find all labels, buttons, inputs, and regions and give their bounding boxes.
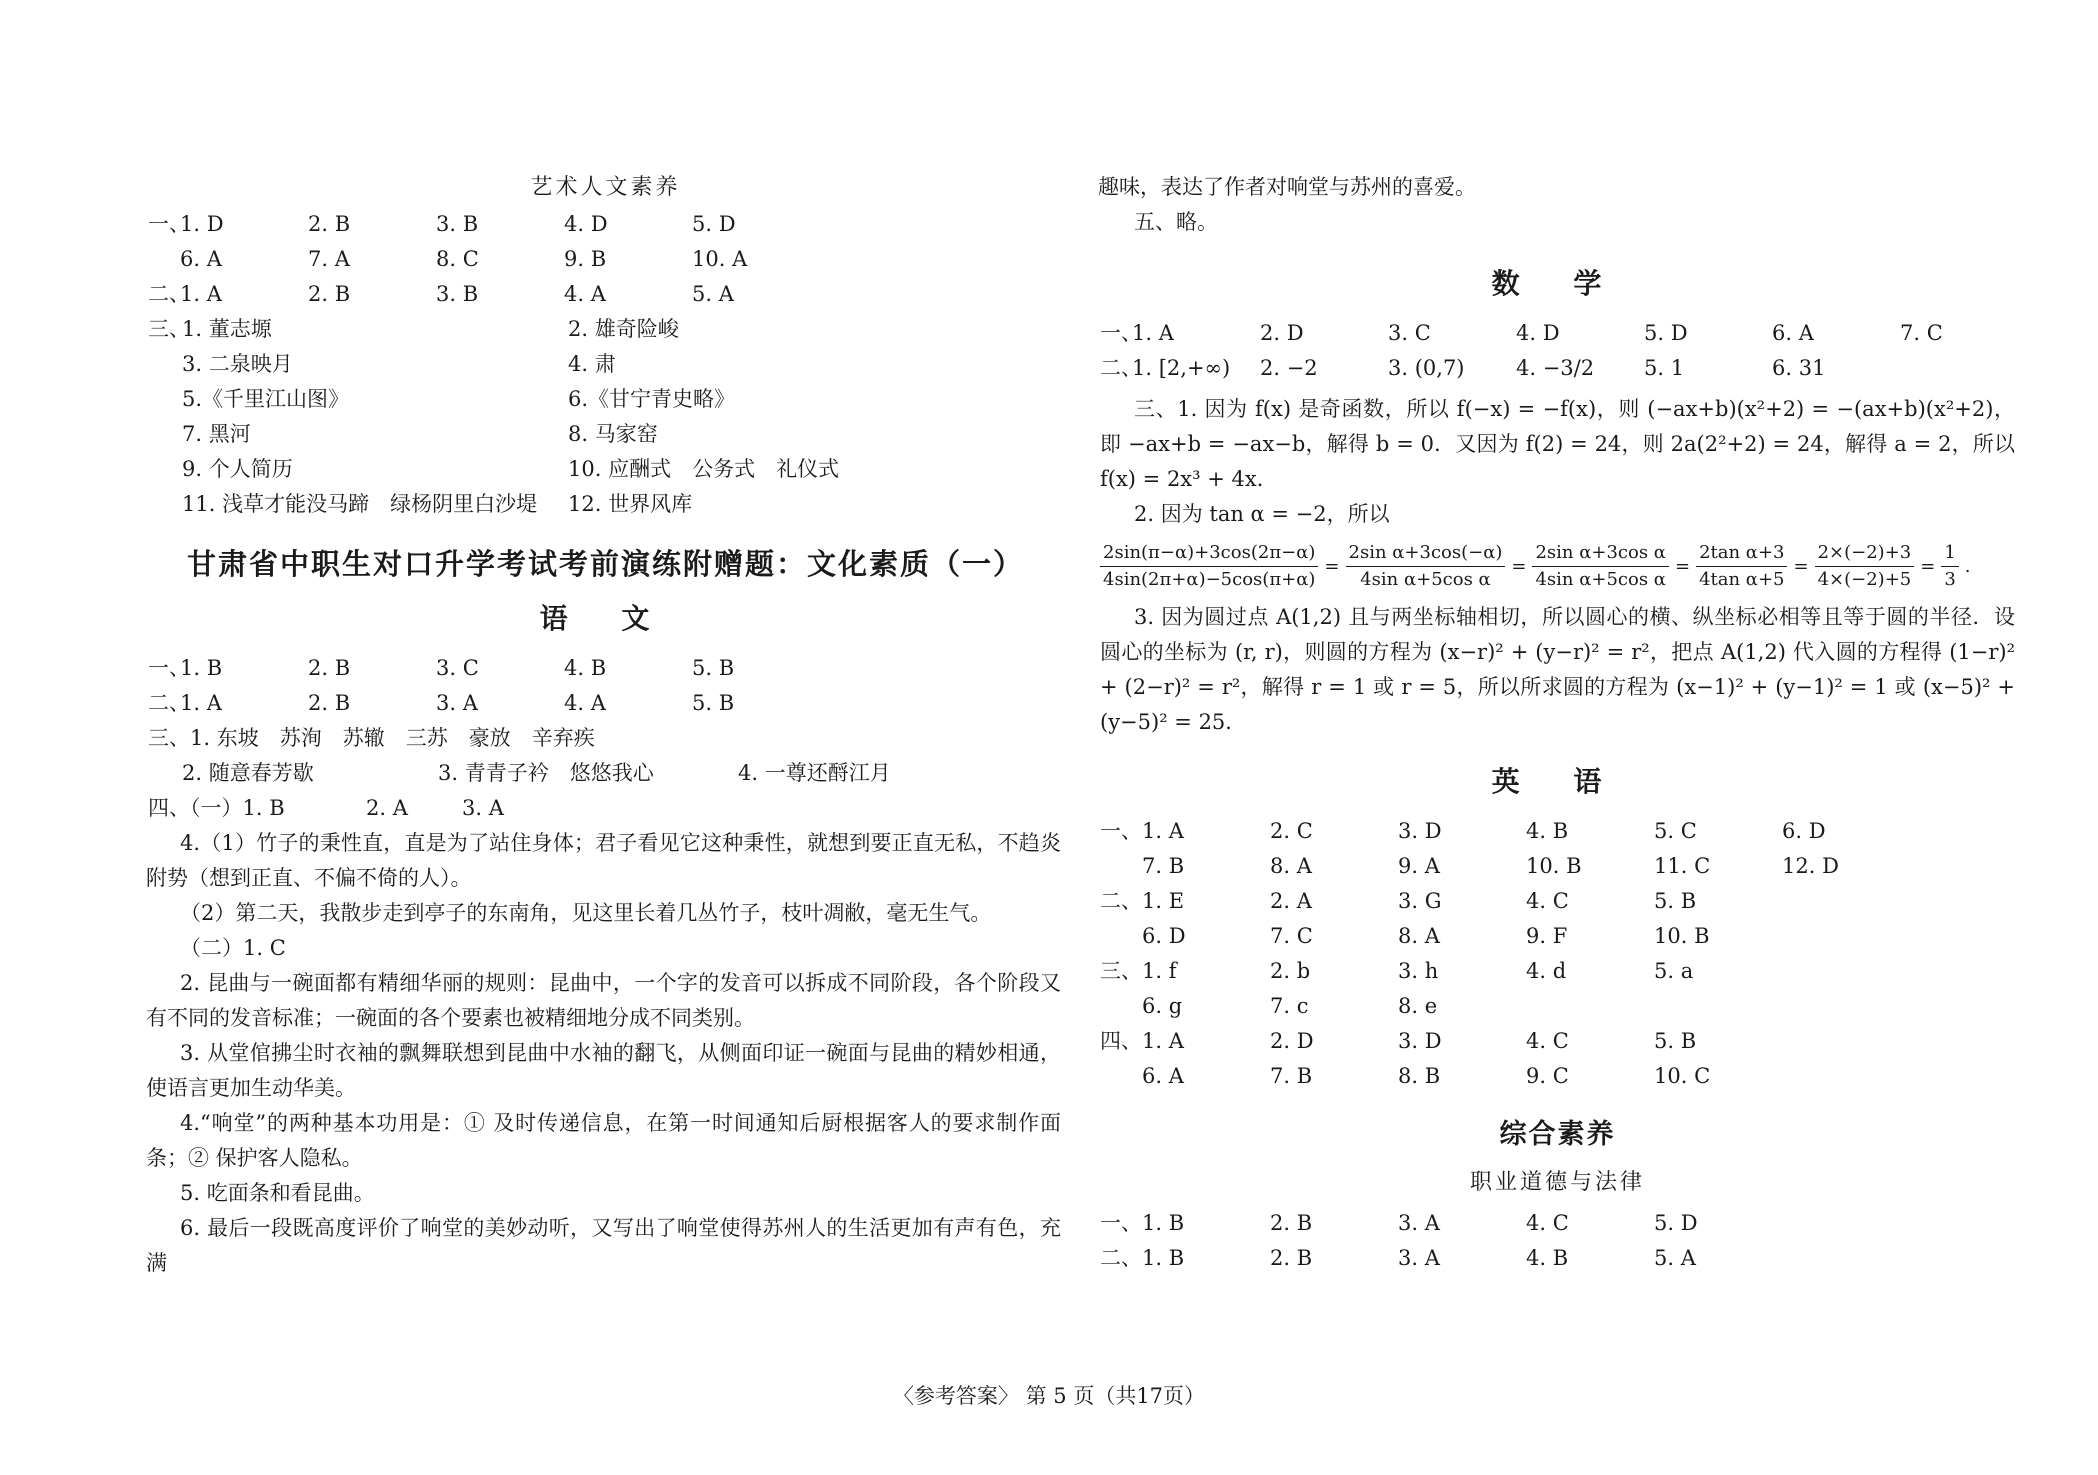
answer-paragraph: 6. 最后一段既高度评价了响堂的美妙动听，又写出了响堂使得苏州人的生活更加有声有色，充满 [146, 1216, 1061, 1275]
answer-item: 2. b [1270, 959, 1311, 983]
fraction-numerator: 1 [1941, 540, 1958, 567]
row-prefix: 一、 [148, 656, 190, 680]
answer-item: 6. D [1782, 819, 1826, 843]
answer-item: 1. D [180, 212, 224, 236]
answer-item: 1. A [180, 282, 222, 306]
answer-row [1100, 884, 2015, 919]
answer-item: 4. C [1526, 1211, 1569, 1235]
answer-item: 3. B [436, 282, 479, 306]
fill-answer-item: 9. 个人简历 [182, 457, 293, 481]
fraction-denominator: 4sin α+5cos α [1360, 568, 1491, 590]
answer-item: 1. E [1142, 889, 1185, 913]
fraction [1346, 540, 1506, 593]
chinese-paragraphs [146, 826, 1061, 1281]
math-section-title: 数 学 [1491, 267, 1624, 300]
fill-answer-item: 5.《千里江山图》 [182, 387, 350, 411]
answer-item: 1. A [1142, 819, 1184, 843]
equals-sign: = [1793, 555, 1809, 577]
answer-paragraph: 2. 昆曲与一碗面都有精细华丽的规则：昆曲中，一个字的发音可以拆成不同阶段，各个阶段又有不同的发音标准；一碗面的各个要素也被精细地分成不同类别。 [146, 971, 1061, 1030]
fraction-denominator: 4sin α+5cos α [1535, 568, 1666, 590]
answer-item: 2. C [1270, 819, 1313, 843]
answer-item: 8. A [1398, 924, 1440, 948]
answer-item: 1. A [1142, 1029, 1184, 1053]
fraction-numerator: 2sin α+3cos(−α) [1346, 540, 1506, 567]
answer-item: 5. A [1654, 1246, 1696, 1270]
fill-answer-item: 1. 董志塬 [182, 317, 272, 341]
chinese-section-title: 语 文 [539, 602, 672, 635]
answer-item: 5. D [1644, 321, 1688, 345]
answer-row [148, 242, 1063, 277]
answer-item: 5. B [692, 691, 735, 715]
fill-answer-item: 7. 黑河 [182, 422, 251, 446]
answer-row [148, 207, 1063, 242]
answer-item: 5. B [1654, 889, 1697, 913]
row-prefix: 二、 [148, 282, 190, 306]
row-prefix: 二、 [148, 691, 190, 715]
left-column [148, 170, 1063, 1281]
answer-item: 3. C [436, 656, 479, 680]
answer-row [1100, 919, 2015, 954]
chinese-san-line-1: 三、1. 东坡 苏洵 苏辙 三苏 豪放 辛弃疾 [148, 726, 595, 750]
chinese-si-line: 四、（一）1. B 2. A 3. A [148, 796, 504, 820]
right-column [1100, 170, 2015, 1276]
row-prefix: 四、 [1100, 1029, 1142, 1053]
answer-item: 2. B [308, 691, 351, 715]
chinese-san-line-2: 2. 随意春芳歇 3. 青青子衿 悠悠我心 4. 一尊还酹江月 [182, 761, 891, 785]
fill-answer-row [148, 487, 1063, 522]
answer-item: 2. D [1270, 1029, 1314, 1053]
answer-item: 4. −3/2 [1516, 356, 1595, 380]
answer-item: 5. D [1654, 1211, 1698, 1235]
answer-item: 5. A [692, 282, 734, 306]
math-fraction-chain [1100, 532, 2015, 600]
english-answers [1100, 814, 2015, 1094]
answer-item: 1. f [1142, 959, 1177, 983]
period: . [1964, 555, 1971, 577]
equals-sign: = [1674, 555, 1691, 577]
answer-item: 10. A [692, 247, 748, 271]
answer-item: 9. B [564, 247, 607, 271]
chinese-choice-answers [148, 651, 1063, 721]
answer-item: 7. A [308, 247, 350, 271]
row-prefix: 三、 [1100, 959, 1142, 983]
answer-item: 1. B [1142, 1211, 1185, 1235]
row-prefix: 二、 [1100, 889, 1142, 913]
arts-fill-answers [148, 312, 1063, 522]
main-title: 甘肃省中职生对口升学考试考前演练附赠题：文化素质（一） [186, 547, 1024, 581]
answer-item: 3. B [436, 212, 479, 236]
page-footer: 〈参考答案〉 第 5 页（共17页） [892, 1384, 1206, 1408]
answer-item: 2. B [1270, 1211, 1313, 1235]
math-problem-3: 3. 因为圆过点 A(1,2) 且与两坐标轴相切，所以圆心的横、纵坐标必相等且等于圆的半径．设圆心的坐标为 (r, r)，则圆的方程为 (x−r)² + (y−r)² = r²，把点 A(1,2) 代入圆的方程得 (1−r)² + (2−r)² = r²，解得 r = 1 或 r = 5，所以所求圆的方程为 (x−1)² + (y−1)² = 1 或 (x−5)² + (y−5)² = 25． [1100, 605, 2015, 734]
answer-row [148, 651, 1063, 686]
answer-item: 4. D [564, 212, 608, 236]
answer-item: 2. −2 [1260, 356, 1318, 380]
answer-item: 3. (0,7) [1388, 356, 1465, 380]
answer-item: 1. [2,+∞) [1132, 356, 1231, 380]
answer-row [1100, 954, 2015, 989]
row-prefix: 一、 [148, 212, 190, 236]
answer-item: 3. D [1398, 819, 1442, 843]
answer-item: 1. B [180, 656, 223, 680]
answer-item: 5. B [1654, 1029, 1697, 1053]
fill-answer-item: 6.《甘宁青史略》 [568, 387, 736, 411]
row-prefix: 二、 [1100, 1246, 1142, 1270]
fraction-numerator: 2tan α+3 [1696, 540, 1787, 567]
fill-answer-row [148, 312, 1063, 347]
answer-item: 7. C [1900, 321, 1943, 345]
fill-answer-row [148, 382, 1063, 417]
answer-item: 8. C [436, 247, 479, 271]
answer-row [1100, 1024, 2015, 1059]
comprehensive-section-title: 综合素养 [1499, 1119, 1616, 1150]
answer-item: 5. C [1654, 819, 1697, 843]
answer-item: 12. D [1782, 854, 1839, 878]
answer-item: 4. B [1526, 1246, 1569, 1270]
answer-item: 6. A [180, 247, 222, 271]
answer-row [1100, 1241, 2015, 1276]
fill-answer-item: 3. 二泉映月 [182, 352, 293, 376]
arts-choice-answers [148, 207, 1063, 312]
answer-item: 6. g [1142, 994, 1183, 1018]
answer-row [1100, 316, 2015, 351]
answer-item: 11. C [1654, 854, 1711, 878]
answer-row [1100, 849, 2015, 884]
answer-row [148, 277, 1063, 312]
carry-over-line: 趣味，表达了作者对响堂与苏州的喜爱。 [1098, 175, 1476, 199]
answer-item: 10. C [1654, 1064, 1711, 1088]
answer-item: 9. A [1398, 854, 1440, 878]
answer-item: 4. C [1526, 1029, 1569, 1053]
answer-item: 4. B [1526, 819, 1569, 843]
answer-item: 8. A [1270, 854, 1312, 878]
answer-item: 9. F [1526, 924, 1568, 948]
answer-item: 2. B [308, 282, 351, 306]
answer-item: 4. D [1516, 321, 1560, 345]
answer-item: 6. A [1142, 1064, 1184, 1088]
answer-item: 8. B [1398, 1064, 1441, 1088]
answer-paragraph: （二）1. C [180, 936, 286, 960]
answer-item: 1. A [180, 691, 222, 715]
answer-row [148, 686, 1063, 721]
ethics-law-answers [1100, 1206, 2015, 1276]
fill-answer-row [148, 347, 1063, 382]
answer-item: 3. C [1388, 321, 1431, 345]
answer-item: 3. h [1398, 959, 1439, 983]
fraction [1815, 540, 1915, 593]
answer-item: 4. C [1526, 889, 1569, 913]
math-fill-answers [1100, 351, 2015, 386]
answer-item: 2. B [308, 212, 351, 236]
fraction [1532, 540, 1668, 593]
wu-line: 五、略。 [1134, 210, 1218, 234]
answer-item: 5. D [692, 212, 736, 236]
fraction-denominator: 4tan α+5 [1699, 568, 1785, 590]
fraction-numerator: 2sin(π−α)+3cos(2π−α) [1100, 540, 1318, 567]
answer-item: 3. A [1398, 1246, 1440, 1270]
answer-item: 2. A [1270, 889, 1312, 913]
answer-item: 7. c [1270, 994, 1309, 1018]
answer-item: 7. C [1270, 924, 1313, 948]
answer-item: 4. A [564, 691, 606, 715]
answer-item: 3. G [1398, 889, 1442, 913]
fraction-denominator: 4sin(2π+α)−5cos(π+α) [1103, 568, 1316, 590]
answer-row [1100, 1059, 2015, 1094]
answer-item: 3. D [1398, 1029, 1442, 1053]
fill-answer-item: 11. 浅草才能没马蹄 绿杨阴里白沙堤 [182, 492, 538, 516]
fill-answer-item: 10. 应酬式 公务式 礼仪式 [568, 457, 840, 481]
fill-answer-item: 2. 雄奇险峻 [568, 317, 679, 341]
answer-row [1100, 814, 2015, 849]
arts-section-title: 艺术人文素养 [530, 175, 681, 200]
answer-row [1100, 1206, 2015, 1241]
answer-item: 3. A [1398, 1211, 1440, 1235]
answer-item: 4. A [564, 282, 606, 306]
answer-item: 5. a [1654, 959, 1694, 983]
english-section-title: 英 语 [1491, 765, 1624, 798]
answer-item: 10. B [1654, 924, 1710, 948]
answer-item: 4. d [1526, 959, 1567, 983]
fraction-numerator: 2×(−2)+3 [1815, 540, 1915, 567]
answer-paragraph: 5. 吃面条和看昆曲。 [180, 1181, 375, 1205]
answer-paragraph: 3. 从堂倌拂尘时衣袖的飘舞联想到昆曲中水袖的翻飞，从侧面印证一碗面与昆曲的精妙相通，使语言更加生动华美。 [146, 1041, 1061, 1100]
fraction [1696, 540, 1787, 593]
row-prefix: 一、 [1100, 819, 1142, 843]
answer-item: 2. B [1270, 1246, 1313, 1270]
row-prefix: 三、 [148, 317, 190, 341]
math-choice-answers [1100, 316, 2015, 351]
answer-item: 5. 1 [1644, 356, 1685, 380]
fill-answer-item: 4. 肃 [568, 352, 616, 376]
answer-paragraph: 4.（1）竹子的秉性直，直是为了站住身体；君子看见它这种秉性，就想到要正直无私，不趋炎附势（想到正直、不偏不倚的人）。 [146, 831, 1061, 890]
row-prefix: 二、 [1100, 356, 1142, 380]
fraction-denominator: 4×(−2)+5 [1817, 568, 1912, 590]
equals-sign: = [1920, 555, 1936, 577]
answer-row [1100, 351, 2015, 386]
answer-paragraph: （2）第二天，我散步走到亭子的东南角，见这里长着几丛竹子，枝叶凋敝，毫无生气。 [180, 901, 992, 925]
answer-row [1100, 989, 2015, 1024]
math-problem-1: 三、1. 因为 f(x) 是奇函数，所以 f(−x) = −f(x)，则 (−ax+b)(x²+2) = −(ax+b)(x²+2)，即 −ax+b = −ax−b，解得 b = 0．又因为 f(2) = 24，则 2a(2²+2) = 24，解得 a = 2，所以 f(x) = 2x³ + 4x． [1100, 397, 2015, 491]
fill-answer-item: 8. 马家窑 [568, 422, 658, 446]
fraction-denominator: 3 [1944, 568, 1956, 590]
answer-item: 5. B [692, 656, 735, 680]
answer-item: 10. B [1526, 854, 1582, 878]
answer-item: 6. D [1142, 924, 1186, 948]
fill-answer-row [148, 452, 1063, 487]
answer-item: 1. B [1142, 1246, 1185, 1270]
answer-item: 6. 31 [1772, 356, 1826, 380]
answer-item: 4. B [564, 656, 607, 680]
fraction-numerator: 2sin α+3cos α [1532, 540, 1668, 567]
fraction [1100, 540, 1318, 593]
fraction [1941, 540, 1958, 593]
row-prefix: 一、 [1100, 1211, 1142, 1235]
answer-item: 2. D [1260, 321, 1304, 345]
equals-sign: = [1511, 555, 1527, 577]
answer-item: 1. A [1132, 321, 1174, 345]
math-problem-2-intro: 2. 因为 tan α = −2，所以 [1134, 502, 1390, 526]
fill-answer-row [148, 417, 1063, 452]
equals-sign: = [1324, 555, 1340, 577]
answer-item: 7. B [1270, 1064, 1313, 1088]
answer-item: 2. B [308, 656, 351, 680]
fill-answer-item: 12. 世界风库 [568, 492, 693, 516]
answer-paragraph: 4.“响堂”的两种基本功用是：① 及时传递信息，在第一时间通知后厨根据客人的要求制作面条；② 保护客人隐私。 [146, 1111, 1061, 1170]
answer-item: 8. e [1398, 994, 1438, 1018]
answer-item: 7. B [1142, 854, 1185, 878]
answer-item: 3. A [436, 691, 478, 715]
answer-item: 9. C [1526, 1064, 1569, 1088]
ethics-law-title: 职业道德与法律 [1469, 1170, 1645, 1195]
answer-item: 6. A [1772, 321, 1814, 345]
row-prefix: 一、 [1100, 321, 1142, 345]
